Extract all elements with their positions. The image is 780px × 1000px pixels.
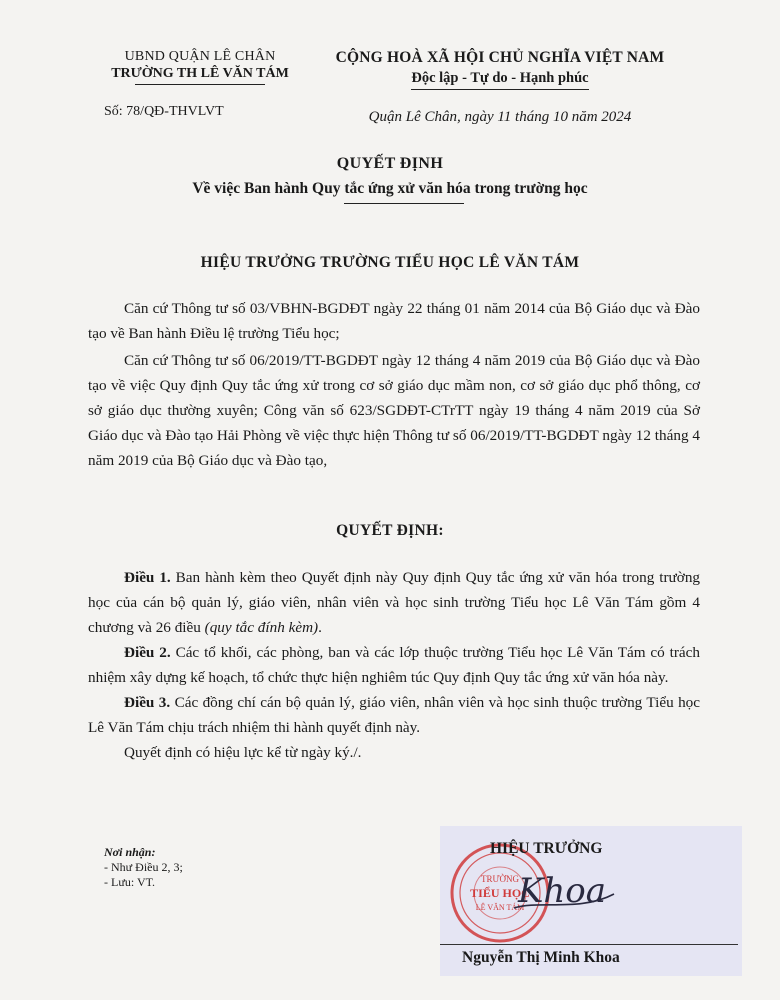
stamp-line-3: LÊ VĂN TÁM xyxy=(475,903,525,912)
recipients-label: Nơi nhận: xyxy=(104,845,156,859)
document-subject: Về việc Ban hành Quy tắc ứng xử văn hóa trong trường học xyxy=(192,180,588,197)
legal-basis-text: Căn cứ Thông tư số 03/VBHN-BGDĐT ngày 22 tháng 01 năm 2014 của Bộ Giáo dục và Đào tạo về Ban hành Điều lệ trường Tiểu học; xyxy=(88,300,700,342)
article-2 xyxy=(88,640,700,690)
effective-clause: Quyết định có hiệu lực kể từ ngày ký./. xyxy=(124,744,362,761)
document-number: Số: 78/QĐ-THVLVT xyxy=(104,104,224,119)
stamp-line-1: TRƯỜNG xyxy=(481,874,519,884)
recipient-item: - Như Điều 2, 3; xyxy=(104,860,183,874)
national-header xyxy=(300,48,700,90)
nation-name: CỘNG HOÀ XÃ HỘI CHỦ NGHĨA VIỆT NAM xyxy=(335,49,665,66)
article-end: . xyxy=(318,619,322,636)
article-note: (quy tắc đính kèm) xyxy=(204,619,319,636)
school-underline xyxy=(135,84,265,85)
legal-basis-2 xyxy=(88,348,700,473)
recipient-item: - Lưu: VT. xyxy=(104,875,156,889)
signer-title: HIỆU TRƯỞNG xyxy=(490,840,603,857)
recipients-block xyxy=(104,845,183,890)
article-label: Điều 3. xyxy=(124,694,171,711)
signature-rule xyxy=(440,944,738,945)
article-label: Điều 2. xyxy=(124,644,171,661)
article-text: Các đồng chí cán bộ quản lý, giáo viên, nhân viên và học sinh thuộc trường Tiểu học Lê Văn Tám chịu trách nhiệm thi hành quyết định này. xyxy=(88,694,701,736)
article-3 xyxy=(88,690,700,740)
articles xyxy=(88,565,700,765)
place-date: Quận Lê Chân, ngày 11 tháng 10 năm 2024 xyxy=(368,109,632,125)
article-1 xyxy=(88,565,700,640)
legal-basis-text: Căn cứ Thông tư số 06/2019/TT-BGDĐT ngày 12 tháng 4 năm 2019 của Bộ Giáo dục và Đào tạo về việc Quy định Quy tắc ứng xử trong cơ sở giáo dục mầm non, cơ sở giáo dục phổ thông, cơ sở giáo dục thường xuyên; Công văn số 623/SGDĐT-CTrTT ngày 19 tháng 4 năm 2019 của Sở Giáo dục và Đào tạo Hải Phòng về việc thực hiện Thông tư số 06/2019/TT-BGDĐT ngày 12 tháng 4 năm 2019 của Bộ Giáo dục và Đào tạo, xyxy=(88,352,700,469)
school-name: TRƯỜNG TH LÊ VĂN TÁM xyxy=(111,66,289,81)
decision-heading: QUYẾT ĐỊNH: xyxy=(336,522,444,539)
legal-basis-1 xyxy=(88,296,700,346)
signer-name: Nguyễn Thị Minh Khoa xyxy=(462,949,620,966)
stamp-line-2: TIỂU HỌC xyxy=(470,886,530,900)
parent-org: UBND QUẬN LÊ CHÂN xyxy=(124,49,276,64)
signature-handwriting: Khoa xyxy=(518,871,607,911)
issuing-authority: HIỆU TRƯỞNG TRƯỜNG TIỂU HỌC LÊ VĂN TÁM xyxy=(200,254,580,271)
national-motto: Độc lập - Tự do - Hạnh phúc xyxy=(411,68,588,90)
article-label: Điều 1. xyxy=(124,569,171,586)
subject-underline xyxy=(344,203,464,204)
article-text: Các tổ khối, các phòng, ban và các lớp thuộc trường Tiểu học Lê Văn Tám có trách nhiệm xây dựng kế hoạch, tổ chức thực hiện nghiêm túc Quy định Quy tắc ứng xử văn hóa này. xyxy=(88,644,700,686)
article-text: Ban hành kèm theo Quyết định này Quy định Quy tắc ứng xử văn hóa trong trường học của cán bộ quản lý, giáo viên, nhân viên và học sinh trường Tiểu học Lê Văn Tám gồm 4 chương và 26 điều xyxy=(88,569,701,636)
handwritten-signature-icon xyxy=(510,860,620,920)
document-title: QUYẾT ĐỊNH xyxy=(336,155,444,172)
issuing-agency-block xyxy=(70,48,330,85)
